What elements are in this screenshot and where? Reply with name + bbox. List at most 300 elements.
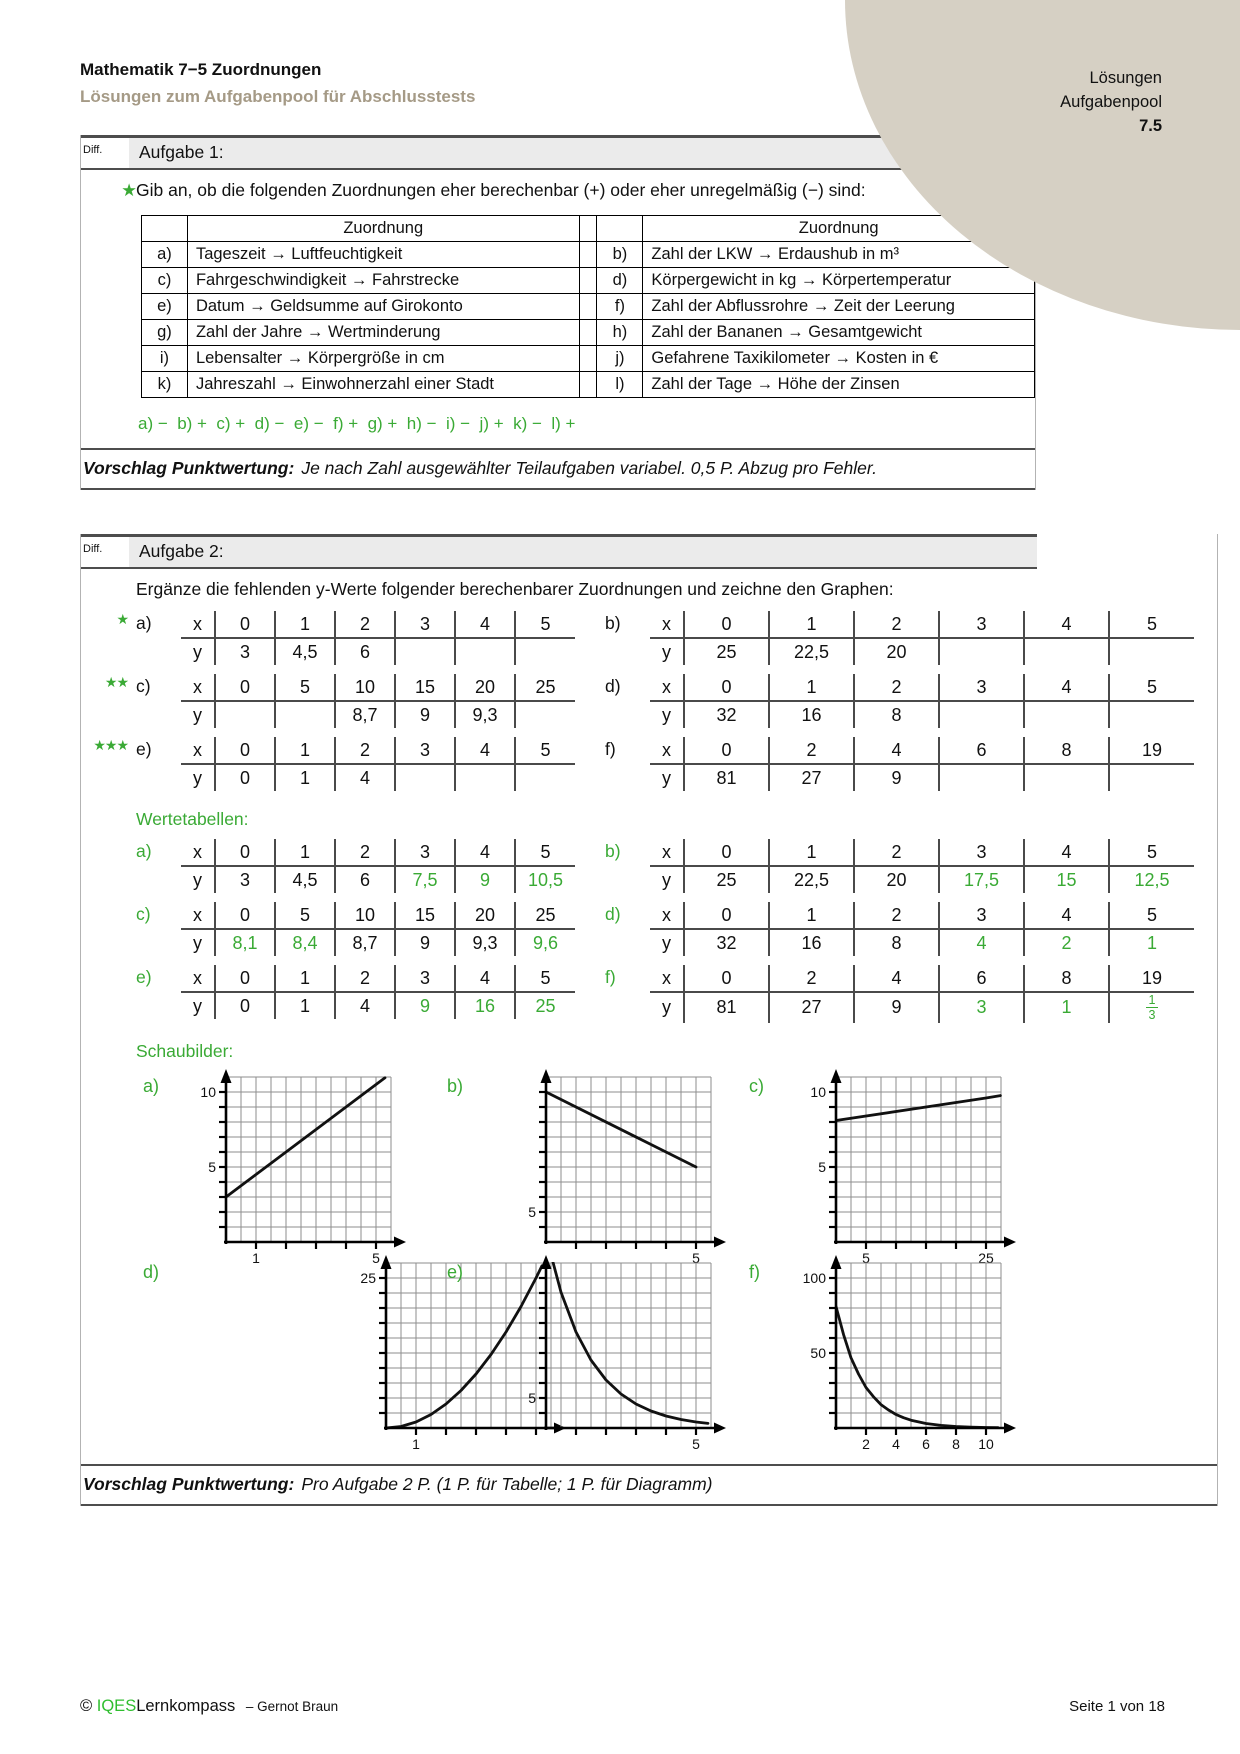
x-value: 4 <box>455 839 515 866</box>
item-key: e) <box>142 294 188 320</box>
y-value: 3 <box>215 866 275 893</box>
x-tick-label: 25 <box>978 1249 994 1266</box>
x-label: x <box>181 839 215 866</box>
grid-lines <box>836 1263 1001 1428</box>
y-value <box>215 701 275 728</box>
x-value: 4 <box>854 737 939 764</box>
x-tick-label: 6 <box>922 1435 930 1452</box>
footer-brand-lernkompass: Lernkompass <box>136 1697 236 1715</box>
x-value: 1 <box>275 611 335 638</box>
x-tick-label: 10 <box>978 1435 994 1452</box>
footer-author: – Gernot Braun <box>245 1699 339 1714</box>
x-row <box>181 902 575 929</box>
y-row <box>181 866 575 893</box>
item-text: Zahl der Abflussrohre → Zeit der Leerung <box>643 294 1035 320</box>
y-value: 17,5 <box>939 866 1024 893</box>
x-value: 4 <box>1024 902 1109 929</box>
y-label: y <box>662 704 671 725</box>
x-axis-arrow-icon <box>714 1422 726 1433</box>
y-label: y <box>193 869 202 890</box>
footer-brand <box>80 1697 338 1716</box>
task2-scoring-text: Pro Aufgabe 2 P. (1 P. für Tabelle; 1 P. für Diagramm) <box>301 1473 713 1494</box>
task1-section <box>80 135 1036 490</box>
x-row <box>181 737 575 764</box>
y-value: 9,6 <box>515 929 575 956</box>
x-label: x <box>181 611 215 638</box>
zuordnung-row-1 <box>142 268 1035 294</box>
y-tick-label: 5 <box>818 1158 826 1175</box>
y-value: 25 <box>515 992 575 1019</box>
task1-diff-label: Diff. <box>81 138 129 168</box>
x-row <box>650 611 1194 638</box>
table-label: c) <box>136 904 151 924</box>
y-value: 10,5 <box>515 866 575 893</box>
y-value: 22,5 <box>769 866 854 893</box>
y-value <box>939 638 1024 665</box>
value-table-c <box>181 674 575 728</box>
x-value: 4 <box>455 965 515 992</box>
x-value: 1 <box>275 839 335 866</box>
y-value: 8,1 <box>215 929 275 956</box>
y-value <box>1109 638 1194 665</box>
difficulty-stars: ★★★ <box>93 737 128 753</box>
wertetabellen-gutter <box>81 791 136 830</box>
x-value: 0 <box>684 611 769 638</box>
task1-scoring-text: Je nach Zahl ausgewählter Teilaufgaben variabel. 0,5 P. Abzug pro Fehler. <box>301 458 877 478</box>
grid-lines <box>546 1263 711 1428</box>
x-label: x <box>650 965 684 992</box>
y-value: 16 <box>769 701 854 728</box>
x-value: 4 <box>854 965 939 992</box>
x-value: 3 <box>395 839 455 866</box>
table-label: c) <box>136 676 151 696</box>
x-value: 15 <box>395 674 455 701</box>
value-table-b <box>650 611 1194 665</box>
value-table-e <box>181 737 575 791</box>
data-curve <box>836 1095 1000 1120</box>
schaubilder-gutter <box>81 1023 136 1062</box>
zuordnung-header-left: Zuordnung <box>187 216 579 242</box>
x-value: 10 <box>335 674 395 701</box>
task2-diff-label: Diff. <box>81 537 129 567</box>
task1-answers: a) − b) + c) + d) − e) − f) + g) + h) − i) − j) + k) − l) + <box>138 414 576 433</box>
item-key: i) <box>142 346 188 372</box>
x-value: 2 <box>335 611 395 638</box>
y-label: y <box>193 641 202 662</box>
document-title: Mathematik 7−5 Zuordnungen <box>80 60 322 79</box>
x-label: x <box>181 902 215 929</box>
x-value: 0 <box>215 737 275 764</box>
x-label: x <box>181 965 215 992</box>
y-row <box>181 764 575 791</box>
axes <box>834 1261 1006 1430</box>
copyright-symbol: © <box>80 1697 93 1715</box>
item-text: Lebensalter → Körpergröße in cm <box>187 346 579 372</box>
tick-marks <box>539 1092 696 1249</box>
y-tick-label: 50 <box>810 1344 826 1361</box>
grid-lines <box>546 1077 711 1242</box>
table-label: f) <box>605 967 616 987</box>
y-value <box>395 638 455 665</box>
table-label: f) <box>605 739 616 759</box>
axes <box>834 1075 1006 1244</box>
graph-f-label: f) <box>749 1261 760 1282</box>
document-subtitle: Lösungen zum Aufgabenpool für Abschlusstests <box>80 87 476 106</box>
task1-scoring-label: Vorschlag Punktwertung: <box>83 458 295 478</box>
y-row <box>650 929 1194 956</box>
schaubilder-heading: Schaubilder: <box>136 1040 234 1061</box>
x-value: 0 <box>684 902 769 929</box>
y-tick-label: 10 <box>810 1083 826 1100</box>
zuordnung-row-2 <box>142 294 1035 320</box>
item-key: a) <box>142 242 188 268</box>
y-value <box>515 638 575 665</box>
task2-instruction-row <box>81 569 1217 602</box>
y-value <box>275 701 335 728</box>
x-value: 2 <box>854 674 939 701</box>
x-value: 2 <box>854 839 939 866</box>
x-value: 4 <box>1024 611 1109 638</box>
x-value: 0 <box>684 674 769 701</box>
x-value: 0 <box>215 902 275 929</box>
x-value: 20 <box>455 902 515 929</box>
x-value: 4 <box>455 611 515 638</box>
x-axis-arrow-icon <box>714 1236 726 1247</box>
y-value <box>1024 701 1109 728</box>
y-value: 4 <box>939 929 1024 956</box>
x-value: 5 <box>1109 902 1194 929</box>
y-value: 9 <box>395 929 455 956</box>
y-value: 4 <box>335 764 395 791</box>
item-text: Fahrgeschwindigkeit → Fahrstrecke <box>187 268 579 294</box>
y-value: 8,4 <box>275 929 335 956</box>
x-value: 4 <box>455 737 515 764</box>
y-value <box>395 764 455 791</box>
graph-c-label: c) <box>749 1075 764 1096</box>
x-label: x <box>650 902 684 929</box>
x-value: 3 <box>939 839 1024 866</box>
item-key: b) <box>597 242 643 268</box>
task2-section <box>80 534 1218 1506</box>
y-value: 8 <box>854 929 939 956</box>
table-label: b) <box>605 841 621 861</box>
y-value: 16 <box>769 929 854 956</box>
y-value: 32 <box>684 929 769 956</box>
axes <box>544 1075 716 1244</box>
graph-e-plot <box>510 1254 726 1453</box>
x-tick-label: 8 <box>952 1435 960 1452</box>
value-table-f <box>650 737 1194 791</box>
x-value: 5 <box>275 674 335 701</box>
item-key: f) <box>597 294 643 320</box>
item-text: Zahl der LKW → Erdaushub in m³ <box>643 242 1035 268</box>
x-value: 5 <box>515 839 575 866</box>
y-label: y <box>193 932 202 953</box>
y-value: 6 <box>335 638 395 665</box>
x-value: 2 <box>854 902 939 929</box>
page-footer <box>80 1697 1165 1716</box>
x-tick-label: 5 <box>372 1249 380 1266</box>
y-value: 12,5 <box>1109 866 1194 893</box>
table-label: a) <box>136 613 152 633</box>
x-axis-arrow-icon <box>1004 1236 1016 1247</box>
item-text: Körpergewicht in kg → Körpertemperatur <box>643 268 1035 294</box>
value-table-row-2 <box>81 965 1217 1023</box>
data-curve <box>836 1306 998 1427</box>
y-value: 9 <box>395 701 455 728</box>
x-tick-label: 4 <box>892 1435 900 1452</box>
y-value: 9,3 <box>455 701 515 728</box>
x-value: 4 <box>1024 674 1109 701</box>
corner-label-version: 7.5 <box>1139 117 1162 135</box>
y-value: 22,5 <box>769 638 854 665</box>
y-row <box>650 764 1194 791</box>
y-axis-arrow-icon <box>831 1069 842 1083</box>
zuordnung-row-4 <box>142 346 1035 372</box>
graph-c-plot <box>800 1068 1016 1267</box>
x-value: 4 <box>1024 839 1109 866</box>
y-value <box>1024 638 1109 665</box>
x-tick-label: 5 <box>692 1435 700 1452</box>
item-text: Zahl der Tage → Höhe der Zinsen <box>643 372 1035 398</box>
value-table-row-0 <box>81 611 1217 665</box>
item-key: l) <box>597 372 643 398</box>
graph-d-label: d) <box>143 1261 160 1282</box>
item-text: Jahreszahl → Einwohnerzahl einer Stadt <box>187 372 579 398</box>
y-axis-arrow-icon <box>541 1069 552 1083</box>
graph-f-plot <box>800 1254 1016 1453</box>
graph-a-label: a) <box>143 1075 160 1096</box>
y-row <box>181 701 575 728</box>
value-table-row-1 <box>81 674 1217 728</box>
x-value: 1 <box>769 839 854 866</box>
x-value: 3 <box>939 611 1024 638</box>
y-row <box>650 992 1194 1023</box>
x-value: 2 <box>769 737 854 764</box>
x-value: 5 <box>275 902 335 929</box>
zuordnung-row-3 <box>142 320 1035 346</box>
difficulty-stars: ★★ <box>104 674 128 690</box>
y-value <box>939 764 1024 791</box>
fraction-value <box>1146 993 1159 1023</box>
x-value: 3 <box>395 737 455 764</box>
x-value: 2 <box>769 965 854 992</box>
table-label: e) <box>136 967 152 987</box>
item-text: Datum → Geldsumme auf Girokonto <box>187 294 579 320</box>
wertetabellen-heading: Wertetabellen: <box>136 809 249 829</box>
y-axis-arrow-icon <box>831 1255 842 1269</box>
graph-a-plot <box>190 1068 406 1267</box>
y-tick-label: 10 <box>200 1083 216 1100</box>
y-value <box>1109 992 1194 1023</box>
x-value: 1 <box>769 611 854 638</box>
page-header <box>0 0 1240 135</box>
y-value: 2 <box>1024 929 1109 956</box>
y-value: 9 <box>395 992 455 1019</box>
x-row <box>650 839 1194 866</box>
task2-scoring-label: Vorschlag Punktwertung: <box>83 1473 295 1494</box>
item-key: k) <box>142 372 188 398</box>
y-label: y <box>662 932 671 953</box>
y-value: 15 <box>1024 866 1109 893</box>
x-value: 3 <box>395 611 455 638</box>
schaubilder-graphs <box>81 1066 1217 1464</box>
y-value: 7,5 <box>395 866 455 893</box>
x-value: 1 <box>769 674 854 701</box>
tick-marks <box>829 1278 986 1435</box>
footer-page-number: Seite 1 von 18 <box>1069 1698 1165 1715</box>
y-label: y <box>193 995 202 1016</box>
x-row <box>181 965 575 992</box>
item-text: Zahl der Bananen → Gesamtgewicht <box>643 320 1035 346</box>
task2-given-tables <box>81 611 1217 791</box>
item-key: c) <box>142 268 188 294</box>
y-value <box>1109 701 1194 728</box>
y-value <box>515 701 575 728</box>
y-row <box>650 638 1194 665</box>
y-value: 1 <box>1109 929 1194 956</box>
y-row <box>650 866 1194 893</box>
y-value <box>455 764 515 791</box>
zuordnung-row-5 <box>142 372 1035 398</box>
task2-scoring <box>81 1464 1217 1506</box>
x-value: 3 <box>939 674 1024 701</box>
graph-b-plot <box>510 1068 726 1267</box>
x-row <box>650 965 1194 992</box>
x-row <box>650 902 1194 929</box>
fraction-numerator: 1 <box>1146 993 1159 1008</box>
axes <box>544 1261 716 1430</box>
value-table-row-2 <box>81 737 1217 791</box>
y-value: 9,3 <box>455 929 515 956</box>
y-axis-arrow-icon <box>381 1255 392 1269</box>
tick-marks <box>539 1278 696 1435</box>
value-table-c <box>181 902 575 956</box>
item-key: h) <box>597 320 643 346</box>
x-row <box>181 611 575 638</box>
table-label: d) <box>605 904 621 924</box>
value-table-a <box>181 839 575 893</box>
table-label: a) <box>136 841 152 861</box>
x-value: 5 <box>1109 674 1194 701</box>
task1-instruction: Gib an, ob die folgenden Zuordnungen eher berechenbar (+) oder eher unregelmäßig (−) sind: <box>136 180 866 200</box>
y-row <box>181 992 575 1019</box>
y-tick-label: 100 <box>802 1269 826 1286</box>
x-axis-arrow-icon <box>394 1236 406 1247</box>
grid-lines <box>226 1077 391 1242</box>
x-label: x <box>181 737 215 764</box>
x-axis-arrow-icon <box>1004 1422 1016 1433</box>
zuordnung-header-row <box>142 216 1035 242</box>
y-label: y <box>193 704 202 725</box>
x-value: 6 <box>939 737 1024 764</box>
y-value: 8,7 <box>335 701 395 728</box>
x-value: 5 <box>515 965 575 992</box>
y-value: 81 <box>684 992 769 1023</box>
task1-instruction-row <box>81 170 1035 203</box>
y-value: 27 <box>769 992 854 1023</box>
y-tick-label: 5 <box>528 1203 536 1220</box>
y-value: 20 <box>854 638 939 665</box>
task1-difficulty-stars: ★ <box>121 180 136 200</box>
value-table-row-1 <box>81 902 1217 956</box>
y-value: 1 <box>275 992 335 1019</box>
x-label: x <box>181 674 215 701</box>
y-label: y <box>662 767 671 788</box>
task1-title: Aufgabe 1: <box>129 138 1035 168</box>
zuordnung-header-right: Zuordnung <box>643 216 1035 242</box>
y-value: 6 <box>335 866 395 893</box>
y-value: 8 <box>854 701 939 728</box>
item-text: Tageszeit → Luftfeuchtigkeit <box>187 242 579 268</box>
graph-e-label: e) <box>447 1261 464 1282</box>
value-table-b <box>650 839 1194 893</box>
axes <box>224 1075 396 1244</box>
y-value: 0 <box>215 764 275 791</box>
x-row <box>181 839 575 866</box>
y-value: 16 <box>455 992 515 1019</box>
y-value <box>1109 764 1194 791</box>
graph-e <box>510 1254 726 1458</box>
x-value: 5 <box>1109 611 1194 638</box>
x-label: x <box>650 737 684 764</box>
x-row <box>650 737 1194 764</box>
value-table-d <box>650 674 1194 728</box>
x-value: 0 <box>684 839 769 866</box>
y-axis-arrow-icon <box>541 1255 552 1269</box>
y-tick-label: 5 <box>208 1158 216 1175</box>
x-value: 8 <box>1024 737 1109 764</box>
item-text: Gefahrene Taxikilometer → Kosten in € <box>643 346 1035 372</box>
y-value: 27 <box>769 764 854 791</box>
x-value: 2 <box>854 611 939 638</box>
y-value: 1 <box>1024 992 1109 1023</box>
y-value: 3 <box>215 638 275 665</box>
x-value: 8 <box>1024 965 1109 992</box>
zuordnung-row-0 <box>142 242 1035 268</box>
x-value: 0 <box>215 674 275 701</box>
y-label: y <box>662 997 671 1018</box>
y-value: 3 <box>939 992 1024 1023</box>
x-value: 25 <box>515 902 575 929</box>
corner-label-block <box>1060 66 1162 138</box>
table-label: e) <box>136 739 152 759</box>
y-value: 4,5 <box>275 638 335 665</box>
corner-label-loesungen: Lösungen <box>1089 69 1162 87</box>
task1-table-host <box>81 215 1035 398</box>
x-value: 0 <box>215 965 275 992</box>
value-table-d <box>650 902 1194 956</box>
x-value: 3 <box>939 902 1024 929</box>
difficulty-stars: ★ <box>116 611 128 627</box>
y-value: 1 <box>275 764 335 791</box>
table-label: b) <box>605 613 621 633</box>
y-value: 9 <box>854 764 939 791</box>
y-tick-label: 5 <box>528 1389 536 1406</box>
x-value: 6 <box>939 965 1024 992</box>
y-label: y <box>662 869 671 890</box>
task2-title: Aufgabe 2: <box>129 537 1037 567</box>
item-text: Zahl der Jahre → Wertminderung <box>187 320 579 346</box>
value-table-f <box>650 965 1194 1023</box>
graph-b-label: b) <box>447 1075 464 1096</box>
y-value: 20 <box>854 866 939 893</box>
y-value <box>515 764 575 791</box>
x-label: x <box>650 674 684 701</box>
item-key: d) <box>597 268 643 294</box>
y-row <box>181 929 575 956</box>
value-table-e <box>181 965 575 1019</box>
